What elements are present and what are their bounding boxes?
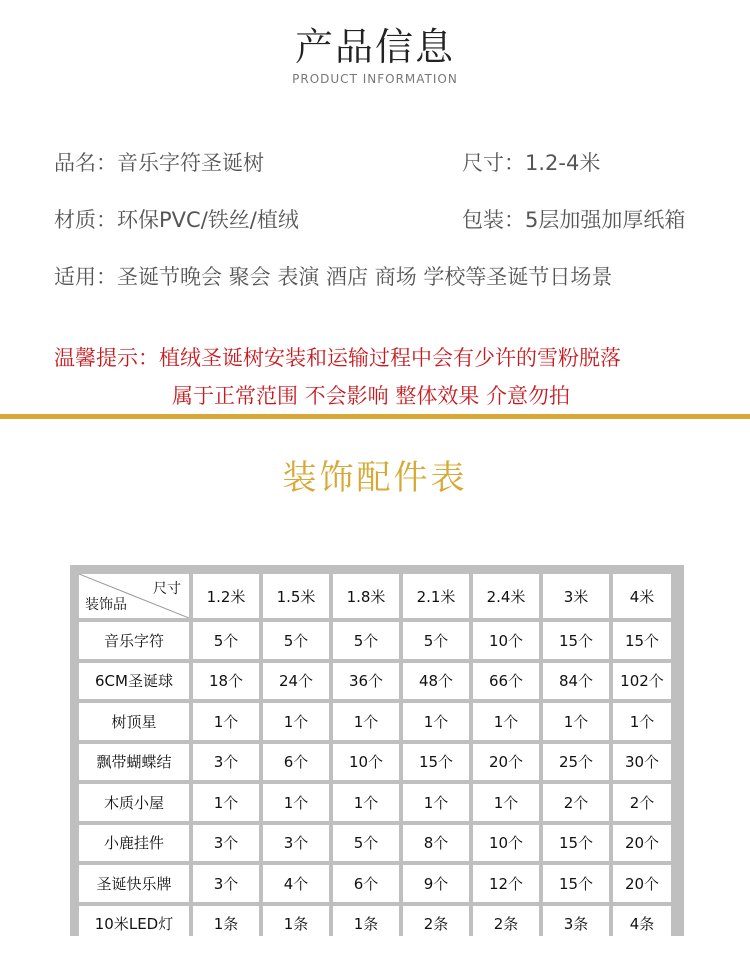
table-cell: 15个 [543, 865, 609, 902]
table-cell: 66个 [473, 663, 539, 700]
table-cell: 20个 [613, 865, 671, 902]
table-cell: 1个 [193, 703, 259, 740]
warning-tip-line1: 温馨提示：植绒圣诞树安装和运输过程中会有少许的雪粉脱落 [54, 346, 621, 370]
table-cell: 15个 [613, 622, 671, 659]
table-cell: 9个 [403, 865, 469, 902]
table-cell: 8个 [403, 825, 469, 862]
table-cell: 5个 [263, 622, 329, 659]
section-title: 装饰配件表 [282, 458, 468, 498]
table-cell: 15个 [403, 744, 469, 781]
page-subtitle: PRODUCT INFORMATION [292, 72, 458, 86]
table-cell: 4个 [263, 865, 329, 902]
table-cell: 3个 [193, 865, 259, 902]
table-cell: 10个 [473, 825, 539, 862]
table-row [79, 663, 671, 700]
table-cell: 30个 [613, 744, 671, 781]
table-cell: 6个 [333, 865, 399, 902]
gold-divider [0, 414, 750, 419]
table-item-name: 音乐字符 [79, 622, 189, 659]
table-cell: 1个 [263, 784, 329, 821]
table-item-name: 小鹿挂件 [79, 825, 189, 862]
table-cell: 2个 [613, 784, 671, 821]
table-cell: 15个 [543, 622, 609, 659]
accessory-table [70, 565, 684, 936]
table-corner-cell [79, 574, 189, 618]
warning-tip-line2: 属于正常范围 不会影响 整体效果 介意勿拍 [172, 384, 571, 408]
product-material: 材质：环保PVC/铁丝/植绒 [54, 208, 299, 232]
table-row [79, 744, 671, 781]
table-item-name: 圣诞快乐牌 [79, 865, 189, 902]
table-cell: 36个 [333, 663, 399, 700]
table-cell: 84个 [543, 663, 609, 700]
table-cell: 5个 [193, 622, 259, 659]
table-cell: 3个 [263, 825, 329, 862]
table-cell: 20个 [473, 744, 539, 781]
table-cell: 24个 [263, 663, 329, 700]
corner-size-label: 尺寸 [153, 581, 181, 597]
table-cell: 25个 [543, 744, 609, 781]
table-item-name: 6CM圣诞球 [79, 663, 189, 700]
table-item-name: 飘带蝴蝶结 [79, 744, 189, 781]
table-cell: 1个 [473, 703, 539, 740]
table-cell: 1个 [403, 703, 469, 740]
table-size-header: 2.4米 [473, 574, 539, 618]
table-cell: 5个 [403, 622, 469, 659]
table-item-name: 10米LED灯 [79, 906, 189, 943]
product-name: 品名：音乐字符圣诞树 [54, 151, 264, 175]
table-cell: 2条 [473, 906, 539, 943]
product-usage: 适用：圣诞节晚会 聚会 表演 酒店 商场 学校等圣诞节日场景 [54, 265, 613, 289]
table-cell: 1个 [613, 703, 671, 740]
table-item-name: 木质小屋 [79, 784, 189, 821]
table-row [79, 906, 671, 943]
table-cell: 5个 [333, 622, 399, 659]
table-cell: 2条 [403, 906, 469, 943]
table-cell: 3条 [543, 906, 609, 943]
table-cell: 1个 [333, 784, 399, 821]
table-size-header: 4米 [613, 574, 671, 618]
table-cell: 1个 [263, 703, 329, 740]
table-cell: 10个 [473, 622, 539, 659]
page-title: 产品信息 [294, 25, 455, 69]
table-cell: 15个 [543, 825, 609, 862]
table-header-row [79, 574, 671, 618]
product-size: 尺寸：1.2-4米 [462, 151, 601, 175]
table-size-header: 1.2米 [193, 574, 259, 618]
corner-item-label: 装饰品 [85, 597, 127, 613]
table-size-header: 2.1米 [403, 574, 469, 618]
table-cell: 102个 [613, 663, 671, 700]
table-cell: 1个 [403, 784, 469, 821]
table-item-name: 树顶星 [79, 703, 189, 740]
accessory-table-grid [75, 570, 675, 946]
table-cell: 1条 [333, 906, 399, 943]
table-row [79, 622, 671, 659]
table-row [79, 825, 671, 862]
table-size-header: 1.5米 [263, 574, 329, 618]
product-package: 包装：5层加强加厚纸箱 [462, 208, 686, 232]
table-cell: 4条 [613, 906, 671, 943]
table-cell: 10个 [333, 744, 399, 781]
table-row [79, 865, 671, 902]
table-size-header: 1.8米 [333, 574, 399, 618]
table-cell: 20个 [613, 825, 671, 862]
table-cell: 1个 [473, 784, 539, 821]
table-cell: 18个 [193, 663, 259, 700]
table-cell: 6个 [263, 744, 329, 781]
table-cell: 3个 [193, 825, 259, 862]
table-cell: 1条 [193, 906, 259, 943]
table-cell: 1个 [193, 784, 259, 821]
table-cell: 2个 [543, 784, 609, 821]
table-cell: 3个 [193, 744, 259, 781]
table-cell: 48个 [403, 663, 469, 700]
table-cell: 1条 [263, 906, 329, 943]
table-cell: 12个 [473, 865, 539, 902]
table-cell: 1个 [333, 703, 399, 740]
table-row [79, 784, 671, 821]
table-size-header: 3米 [543, 574, 609, 618]
table-cell: 5个 [333, 825, 399, 862]
table-cell: 1个 [543, 703, 609, 740]
table-row [79, 703, 671, 740]
